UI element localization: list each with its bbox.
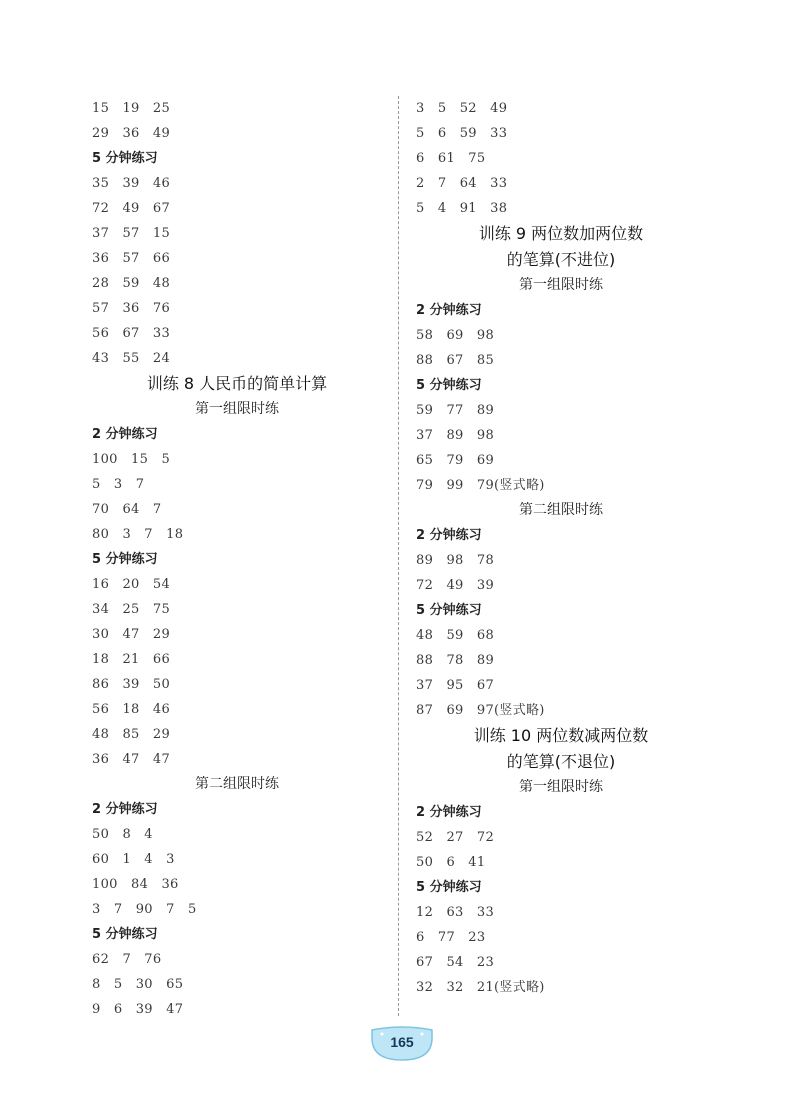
answer-line: 43 55 24 <box>92 351 171 366</box>
answer-line: 48 85 29 <box>92 727 171 742</box>
answer-line: 5 3 7 <box>92 477 145 492</box>
answer-line: 37 89 98 <box>416 428 495 443</box>
section-title: 训练 8 人民币的简单计算 <box>146 374 328 393</box>
answer-line: 48 59 68 <box>416 628 495 643</box>
answer-line: 6 77 23 <box>416 930 486 945</box>
answer-line: 3 7 90 7 5 <box>92 902 197 917</box>
answer-line: 37 57 15 <box>92 226 171 241</box>
answer-line: 12 63 33 <box>416 905 495 920</box>
answer-line: 36 47 47 <box>92 752 171 767</box>
answer-line: 60 1 4 3 <box>92 852 175 867</box>
group-heading: 第二组限时练 <box>519 502 603 518</box>
answer-line: 87 69 97(竖式略) <box>416 703 545 718</box>
answer-line: 36 57 66 <box>92 251 171 266</box>
drill-subheading: 5 分钟练习 <box>92 552 158 567</box>
answer-line: 100 15 5 <box>92 452 171 467</box>
answer-line: 29 36 49 <box>92 126 171 141</box>
group-heading: 第二组限时练 <box>195 776 279 792</box>
answer-line: 80 3 7 18 <box>92 527 184 542</box>
answer-line: 2 7 64 33 <box>416 176 508 191</box>
answer-line: 59 77 89 <box>416 403 495 418</box>
answer-line: 18 21 66 <box>92 652 171 667</box>
answer-line: 9 6 39 47 <box>92 1002 184 1017</box>
drill-subheading: 2 分钟练习 <box>92 802 158 817</box>
group-heading: 第一组限时练 <box>519 277 603 293</box>
answer-line: 35 39 46 <box>92 176 171 191</box>
drill-subheading: 5 分钟练习 <box>416 603 482 618</box>
section-title: 训练 9 两位数加两位数 <box>478 224 644 243</box>
answer-line: 28 59 48 <box>92 276 171 291</box>
answer-line: 72 49 39 <box>416 578 495 593</box>
answer-line: 56 67 33 <box>92 326 171 341</box>
answer-line: 52 27 72 <box>416 830 495 845</box>
answer-line: 57 36 76 <box>92 301 171 316</box>
drill-subheading: 2 分钟练习 <box>416 805 482 820</box>
answer-line: 86 39 50 <box>92 677 171 692</box>
section-title: 的笔算(不进位) <box>506 250 616 269</box>
answer-line: 62 7 76 <box>92 952 162 967</box>
drill-subheading: 5 分钟练习 <box>92 927 158 942</box>
answer-line: 5 4 91 38 <box>416 201 508 216</box>
drill-subheading: 2 分钟练习 <box>92 427 158 442</box>
answer-line: 3 5 52 49 <box>416 101 508 116</box>
drill-subheading: 2 分钟练习 <box>416 303 482 318</box>
answer-line: 100 84 36 <box>92 877 179 892</box>
answer-line: 6 61 75 <box>416 151 486 166</box>
answer-line: 34 25 75 <box>92 602 171 617</box>
answer-line: 32 32 21(竖式略) <box>416 980 545 995</box>
answer-line: 58 69 98 <box>416 328 495 343</box>
answer-line: 37 95 67 <box>416 678 495 693</box>
group-heading: 第一组限时练 <box>519 779 603 795</box>
answer-line: 70 64 7 <box>92 502 162 517</box>
drill-subheading: 5 分钟练习 <box>416 880 482 895</box>
page-number-badge <box>370 1022 434 1062</box>
answer-line: 67 54 23 <box>416 955 495 970</box>
drill-subheading: 2 分钟练习 <box>416 528 482 543</box>
drill-subheading: 5 分钟练习 <box>92 151 158 166</box>
left-column <box>92 96 382 1022</box>
answer-line: 16 20 54 <box>92 577 171 592</box>
drill-subheading: 5 分钟练习 <box>416 378 482 393</box>
answer-line: 89 98 78 <box>416 553 495 568</box>
answer-line: 30 47 29 <box>92 627 171 642</box>
section-title: 训练 10 两位数减两位数 <box>473 726 649 745</box>
answer-line: 88 67 85 <box>416 353 495 368</box>
answer-line: 50 6 41 <box>416 855 486 870</box>
answer-line: 5 6 59 33 <box>416 126 508 141</box>
answer-line: 88 78 89 <box>416 653 495 668</box>
answer-line: 50 8 4 <box>92 827 153 842</box>
section-title: 的笔算(不退位) <box>506 752 616 771</box>
answer-line: 15 19 25 <box>92 101 171 116</box>
answer-line: 79 99 79(竖式略) <box>416 478 545 493</box>
group-heading: 第一组限时练 <box>195 401 279 417</box>
answer-line: 56 18 46 <box>92 702 171 717</box>
page-number: 165 <box>390 1034 414 1050</box>
right-column <box>416 96 706 1000</box>
answer-line: 65 79 69 <box>416 453 495 468</box>
column-divider <box>398 96 399 1016</box>
answer-line: 72 49 67 <box>92 201 171 216</box>
answer-line: 8 5 30 65 <box>92 977 184 992</box>
